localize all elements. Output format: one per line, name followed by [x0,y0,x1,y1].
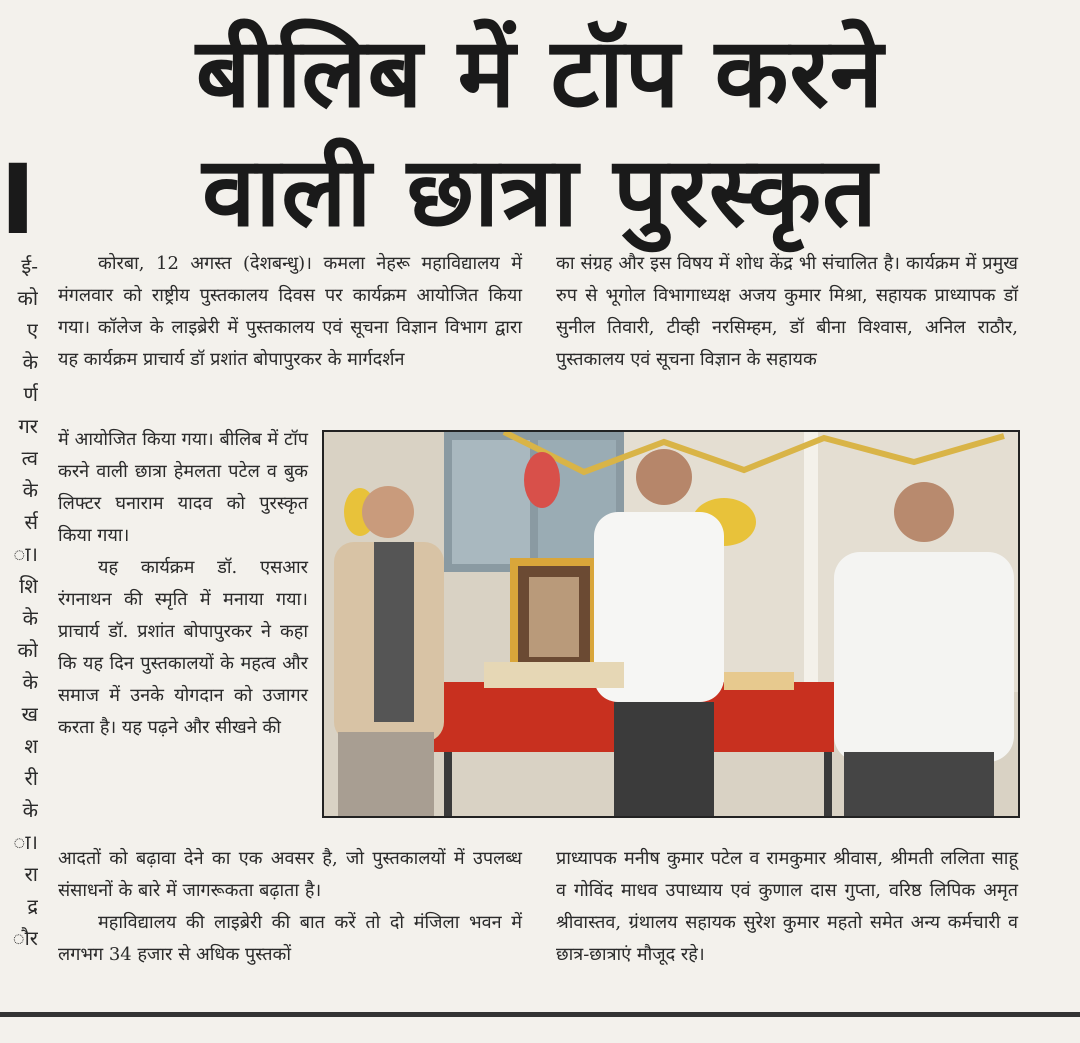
headline-line-2: वाली छात्रा पुरस्कृत [202,136,878,248]
article-paragraph: यह कार्यक्रम डॉ. एसआर रंगनाथन की स्मृति में मनाया गया। प्राचार्य डॉ. प्रशांत बोपापुरकर ने कहा कि यह दिन पुस्तकालयों के महत्व और समाज में उनके योगदान को उजागर करता है। यह पढ़ने और सीखने की [58,557,308,738]
fragment-line: के [22,798,38,822]
fragment-line: ई- [21,254,38,278]
red-balloon [524,452,560,508]
fragment-line: द्र [27,894,38,918]
fragment-line: र्ण [23,382,38,406]
fragment-line: रा [24,862,38,886]
fragment-line: के [22,606,38,630]
fragment-line: ा। [13,542,38,566]
adjacent-article-headline-fragment: I [0,144,36,256]
article-column-1-bottom [58,843,522,971]
fragment-line: गर [18,414,38,438]
fragment-line: शि [19,574,38,598]
fragment-line: त्व [21,446,38,470]
fragment-line: के [22,478,38,502]
fragment-line: री [24,766,38,790]
adjacent-article-text-fragment [0,250,38,954]
photo-illustration [324,432,1018,816]
fragment-line: ौर [12,926,38,950]
article-paragraph: में आयोजित किया गया। बीलिब में टॉप करने वाली छात्रा हेमलता पटेल व बुक लिफ्टर घनाराम यादव को पुरस्कृत किया गया। [58,429,308,546]
article-paragraph: कोरबा, 12 अगस्त (देशबन्धु)। कमला नेहरू महाविद्यालय में मंगलवार को राष्ट्रीय पुस्तकालय दिवस पर कार्यक्रम आयोजित किया गया। कॉलेज के लाइब्रेरी में पुस्तकालय एवं सूचना विज्ञान विभाग द्वारा यह कार्यक्रम प्राचार्य डॉ प्रशांत बोपापुरकर के मार्गदर्शन [58,253,522,370]
article-column-2-top [556,248,1018,376]
fragment-line: के [22,670,38,694]
article-column-1-top [58,248,522,376]
news-photo-award-ceremony [322,430,1020,818]
headline-line-1: बीलिब में टॉप करने [195,17,885,129]
article-column-2-bottom [556,843,1018,971]
fragment-line: के [22,350,38,374]
fragment-line: को [17,638,38,662]
article-paragraph: का संग्रह और इस विषय में शोध केंद्र भी संचालित है। कार्यक्रम में प्रमुख रुप से भूगोल विभागाध्यक्ष अजय कुमार मिश्रा, सहायक प्राध्यापक डॉ सुनील तिवारी, टीव्ही नरसिम्हम, डॉ बीना विश्वास, अनिल राठौर, पुस्तकालय एवं सूचना विज्ञान के सहायक [556,253,1018,370]
fragment-line: को [17,286,38,310]
page-bottom-rule [0,1012,1080,1017]
fragment-line: ख [21,702,38,726]
fragment-line: ए [26,318,38,342]
fragment-line: ा। [13,830,38,854]
article-paragraph: आदतों को बढ़ावा देने का एक अवसर है, जो पुस्तकालयों में उपलब्ध संसाधनों के बारे में जागरूकता बढ़ाता है। [58,848,522,901]
fragment-line: श [24,734,38,758]
article-paragraph: महाविद्यालय की लाइब्रेरी की बात करें तो दो मंजिला भवन में लगभग 34 हजार से अधिक पुस्तकों [58,912,522,965]
fragment-line: र्स [24,510,38,534]
article-column-1-narrow [58,424,308,744]
article-paragraph: प्राध्यापक मनीष कुमार पटेल व रामकुमार श्रीवास, श्रीमती ललिता साहू व गोविंद माधव उपाध्याय एवं कुणाल दास गुप्ता, वरिष्ठ लिपिक अमृत श्रीवास्तव, ग्रंथालय सहायक सुरेश कुमार महतो समेत अन्य कर्मचारी व छात्र-छात्राएं मौजूद रहे। [556,848,1018,965]
